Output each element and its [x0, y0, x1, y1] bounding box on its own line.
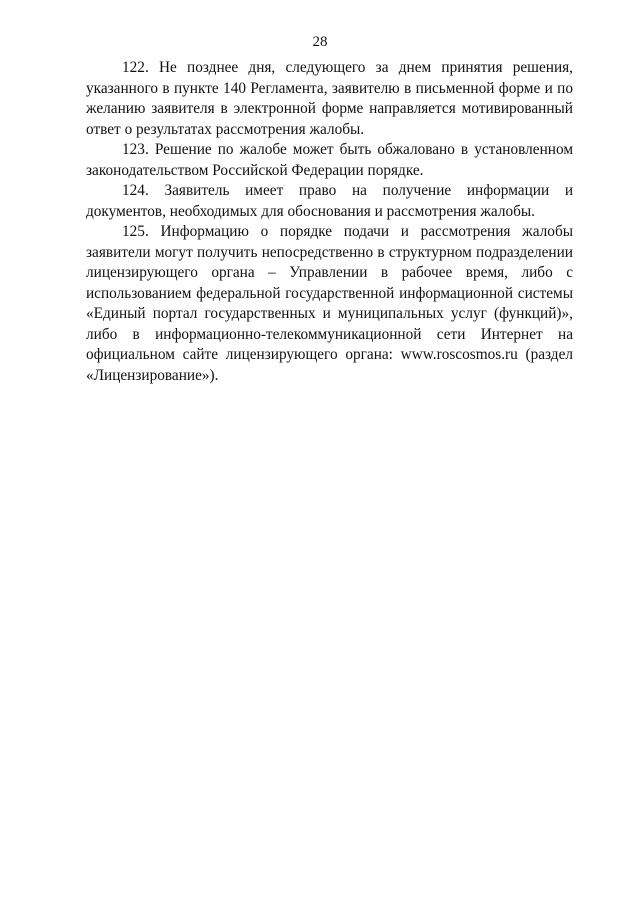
paragraph-122 — [86, 58, 573, 140]
paragraph-number: 122. — [122, 59, 149, 76]
paragraph-text: Заявитель имеет право на получение информации и документов, необходимых для обоснования и рассмотрения жалобы. — [86, 182, 574, 220]
paragraph-125 — [86, 222, 573, 386]
paragraph-124 — [86, 181, 573, 222]
paragraph-text: Не позднее дня, следующего за днем принятия решения, указанного в пункте 140 Регламента, заявителю в письменной форме и по желанию заявителя в электронной форме направляется мотивированный ответ о результатах рассмотрения жалобы. — [86, 59, 573, 138]
paragraph-123 — [86, 140, 573, 181]
paragraph-text: Информацию о порядке подачи и рассмотрения жалобы заявители могут получить непосредственно в структурном подразделении лицензирующего органа – Управлении в рабочее время, либо с использованием федеральной государственной информационной системы «Единый портал государственных и муниципальных услуг (функций)», либо в информационно-телекоммуникационной сети Интернет на официальном сайте лицензирующего органа: www.roscosmos.ru (раздел «Лицензирование»). — [86, 223, 574, 384]
paragraph-text: Решение по жалобе может быть обжаловано в установленном законодательством Российской Федерации порядке. — [86, 141, 573, 179]
page-number: 28 — [312, 34, 328, 50]
paragraph-number: 124. — [122, 182, 149, 199]
document-body — [86, 58, 573, 386]
paragraph-number: 125. — [122, 223, 149, 240]
paragraph-number: 123. — [122, 141, 149, 158]
